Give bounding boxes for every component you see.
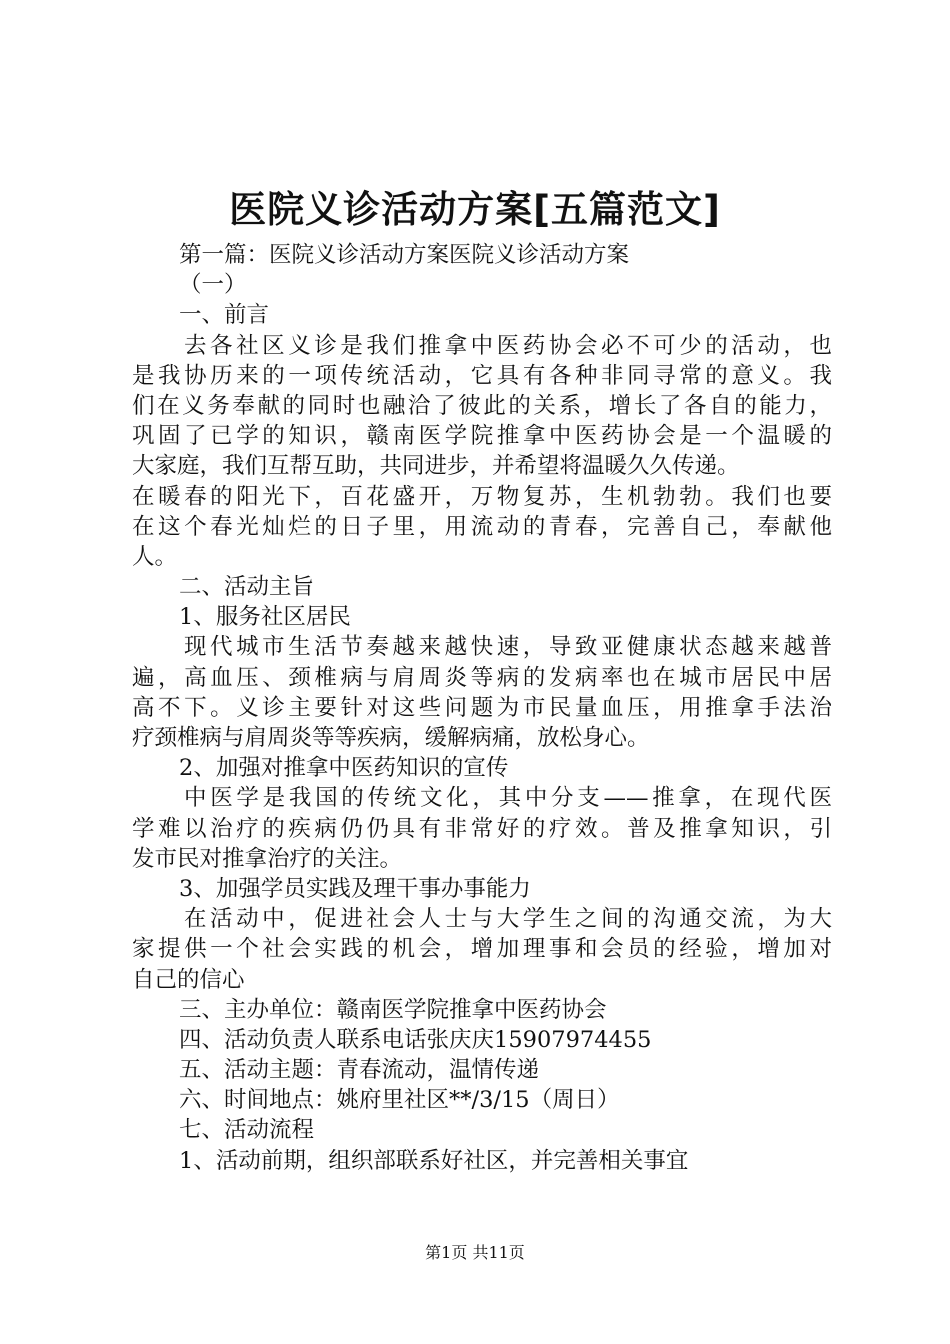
paragraph-line: 现代城市生活节奏越来越快速，导致亚健康状态越来越普 <box>184 634 832 661</box>
section-heading: 五、活动主题：青春流动，温情传递 <box>179 1057 540 1084</box>
section-heading: 一、前言 <box>179 302 270 329</box>
subheading: （一） <box>179 272 247 299</box>
paragraph-line: 遍，高血压、颈椎病与肩周炎等病的发病率也在城市居民中居 <box>132 664 832 691</box>
section-heading: 四、活动负责人联系电话张庆庆15907974455 <box>179 1026 652 1053</box>
paragraph-line: 家提供一个社会实践的机会，增加理事和会员的经验，增加对 <box>132 936 832 963</box>
paragraph-line: 巩固了已学的知识，赣南医学院推拿中医药协会是一个温暖的 <box>132 423 832 450</box>
paragraph-line: 在暖春的阳光下，百花盛开，万物复苏，生机勃勃。我们也要 <box>132 483 832 510</box>
section-heading: 七、活动流程 <box>179 1117 315 1144</box>
page-number-footer: 第1页 共11页 <box>425 1243 525 1262</box>
subheading: 1、服务社区居民 <box>179 604 351 631</box>
paragraph-line: 疗颈椎病与肩周炎等等疾病，缓解病痛，放松身心。 <box>132 725 650 751</box>
section-heading: 六、时间地点：姚府里社区**/3/15（周日） <box>179 1087 620 1114</box>
paragraph-line: 是我协历来的一项传统活动，它具有各种非同寻常的意义。我 <box>132 362 832 389</box>
paragraph-line: 中医学是我国的传统文化，其中分支——推拿，在现代医 <box>184 785 832 812</box>
paragraph-line: 人。 <box>132 543 178 570</box>
paragraph-line: 大家庭，我们互帮互助，共同进步，并希望将温暖久久传递。 <box>132 453 740 480</box>
paragraph-line: 发市民对推拿治疗的关注。 <box>132 845 403 872</box>
subheading: 1、活动前期，组织部联系好社区，并完善相关事宜 <box>179 1147 689 1174</box>
paragraph-line: 高不下。义诊主要针对这些问题为市民量血压，用推拿手法治 <box>132 694 832 721</box>
subheading: 2、加强对推拿中医药知识的宣传 <box>179 755 509 782</box>
section-heading: 二、活动主旨 <box>179 574 315 601</box>
paragraph-line: 在这个春光灿烂的日子里，用流动的青春，完善自己，奉献他 <box>132 513 832 540</box>
paragraph-line: 去各社区义诊是我们推拿中医药协会必不可少的活动，也 <box>184 332 832 359</box>
paragraph-line: 们在义务奉献的同时也融洽了彼此的关系，增长了各自的能力， <box>132 392 832 419</box>
section-heading: 三、主办单位：赣南医学院推拿中医药协会 <box>179 996 607 1023</box>
section-heading: 第一篇：医院义诊活动方案医院义诊活动方案 <box>179 242 630 268</box>
document-body <box>132 240 832 1176</box>
paragraph-line: 自己的信心 <box>132 966 245 993</box>
document-title: 医院义诊活动方案[五篇范文] <box>229 188 721 231</box>
paragraph-line: 学难以治疗的疾病仍仍具有非常好的疗效。普及推拿知识，引 <box>132 815 832 842</box>
paragraph-line: 在活动中，促进社会人士与大学生之间的沟通交流，为大 <box>184 906 832 933</box>
subheading: 3、加强学员实践及理干事办事能力 <box>179 875 531 902</box>
